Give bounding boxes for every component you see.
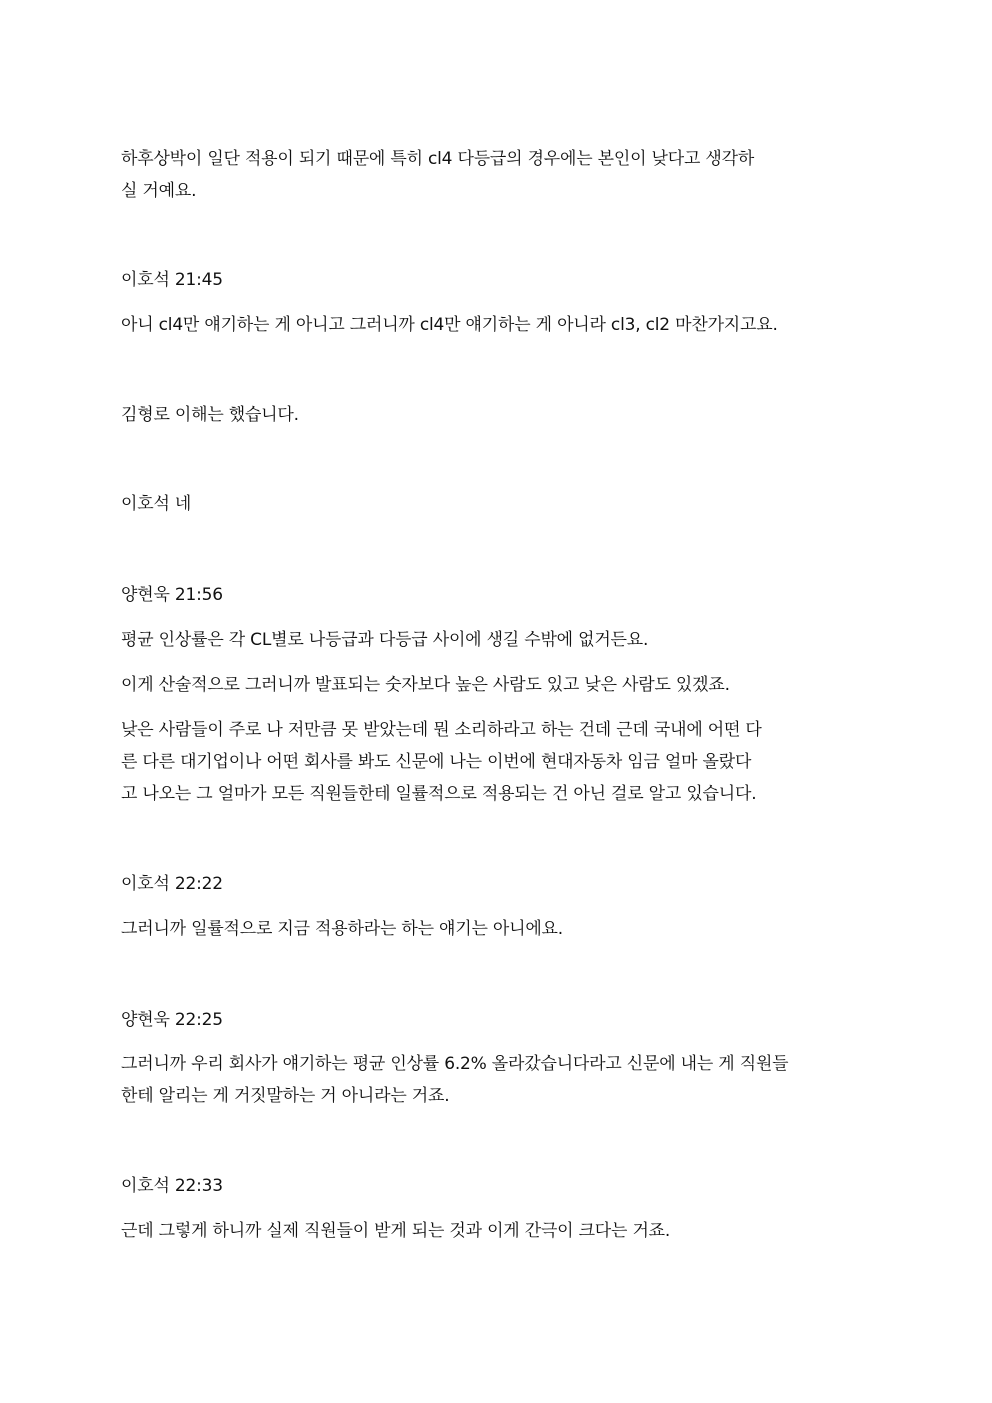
paragraph-6: 이게 산술적으로 그러니까 발표되는 숫자보다 높은 사람도 있고 낮은 사람도 있겠죠. xyxy=(121,675,730,695)
paragraph-2: 아니 cl4만 얘기하는 게 아니고 그러니까 cl4만 얘기하는 게 아니라 cl3, cl2 마찬가지고요. xyxy=(121,315,778,335)
speaker-label: 양현욱 22:25 xyxy=(121,1010,223,1030)
paragraph-line: 른 다른 대기업이나 어떤 회사를 봐도 신문에 나는 이번에 현대자동차 임금 얼마 올랐다 xyxy=(121,752,752,772)
speaker-label: 이호석 22:33 xyxy=(121,1176,223,1196)
paragraph-7 xyxy=(121,714,901,810)
paragraph-5: 평균 인상률은 각 CL별로 나등급과 다등급 사이에 생길 수밖에 없거든요. xyxy=(121,630,649,650)
paragraph-10: 근데 그렇게 하니까 실제 직원들이 받게 되는 것과 이게 간극이 크다는 거죠. xyxy=(121,1221,671,1241)
speaker-label: 이호석 21:45 xyxy=(121,270,223,290)
paragraph-9 xyxy=(121,1048,901,1112)
paragraph-3: 김형로 이해는 했습니다. xyxy=(121,405,299,425)
speaker-label: 양현욱 21:56 xyxy=(121,585,223,605)
speaker-label: 이호석 22:22 xyxy=(121,874,223,894)
paragraph-8: 그러니까 일률적으로 지금 적용하라는 하는 얘기는 아니에요. xyxy=(121,919,563,939)
paragraph-line: 그러니까 우리 회사가 얘기하는 평균 인상률 6.2% 올라갔습니다라고 신문에 내는 게 직원들 xyxy=(121,1054,789,1074)
paragraph-4: 이호석 네 xyxy=(121,494,192,514)
paragraph-line: 고 나오는 그 얼마가 모든 직원들한테 일률적으로 적용되는 건 아닌 걸로 알고 있습니다. xyxy=(121,784,757,804)
paragraph-line: 한테 알리는 게 거짓말하는 거 아니라는 거죠. xyxy=(121,1086,450,1106)
paragraph-line: 하후상박이 일단 적용이 되기 때문에 특히 cl4 다등급의 경우에는 본인이 낮다고 생각하 xyxy=(121,149,755,169)
paragraph-1 xyxy=(121,143,901,207)
paragraph-line: 실 거예요. xyxy=(121,181,197,201)
paragraph-line: 낮은 사람들이 주로 나 저만큼 못 받았는데 뭔 소리하라고 하는 건데 근데 국내에 어떤 다 xyxy=(121,720,762,740)
